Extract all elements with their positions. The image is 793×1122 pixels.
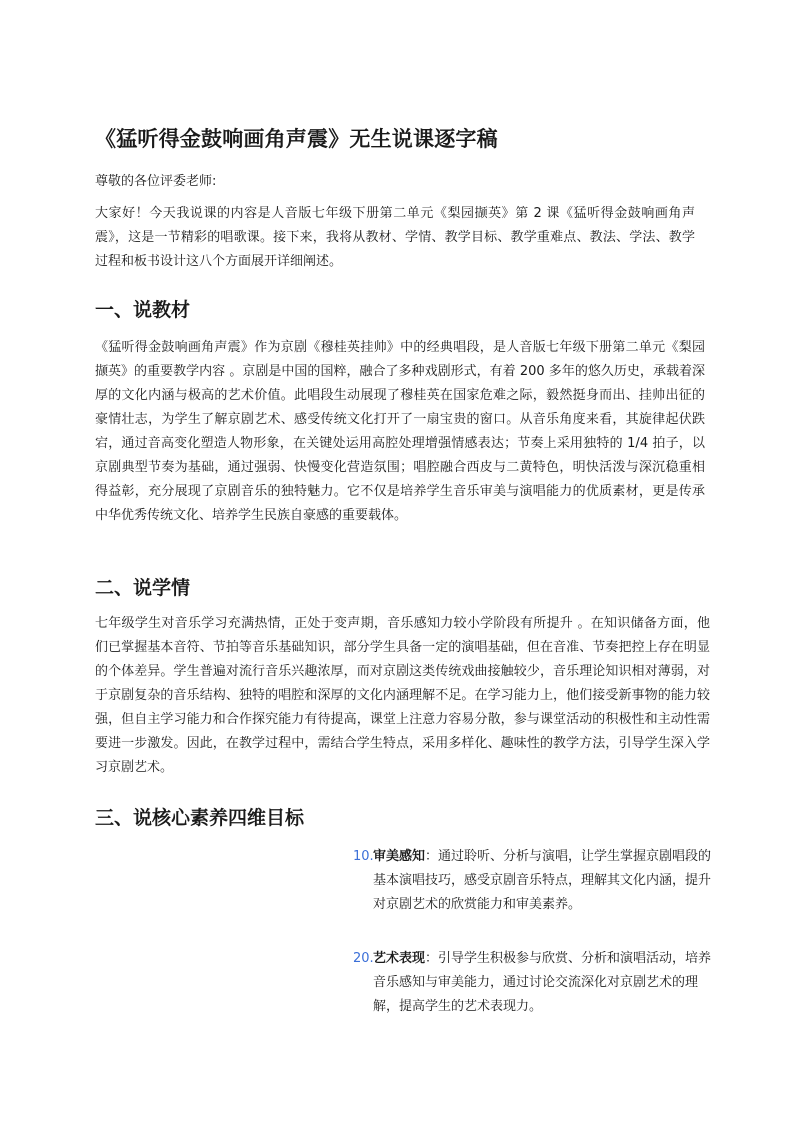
list-item-term: 艺术表现 — [373, 951, 426, 966]
list-item-text: 引导学生积极参与欣赏、分析和演唱活动，培养音乐感知与审美能力，通过讨论交流深化对京剧艺术的理解，提高学生的艺术表现力。 — [373, 951, 712, 1014]
objectives-list-continued — [353, 947, 713, 1019]
list-item-number: 20. — [353, 951, 374, 966]
section-heading-textbook: 一、说教材 — [95, 299, 191, 321]
list-item — [353, 845, 713, 917]
list-item-text: 通过聆听、分析与演唱，让学生掌握京剧唱段的基本演唱技巧，感受京剧音乐特点，理解其文化内涵，提升对京剧艺术的欣赏能力和审美素养。 — [373, 849, 712, 912]
list-item-term: 审美感知 — [373, 849, 426, 864]
section-body-students: 七年级学生对音乐学习充满热情，正处于变声期，音乐感知力较小学阶段有所提升 。在知识储备方面，他们已掌握基本音符、节拍等音乐基础知识，部分学生具备一定的演唱基础，但在音准、节奏把控上存在明显的个体差异。学生普遍对流行音乐兴趣浓厚，而对京剧这类传统戏曲接触较少，音乐理论知识相对薄弱，对于京剧复杂的音乐结构、独特的唱腔和深厚的文化内涵理解不足。在学习能力上，他们接受新事物的能力较强，但自主学习能力和合作探究能力有待提高，课堂上注意力容易分散，参与课堂活动的积极性和主动性需要进一步激发。因此，在教学过程中，需结合学生特点，采用多样化、趣味性的教学方法，引导学生深入学习京剧艺术。 — [95, 616, 710, 775]
greeting-paragraph: 尊敬的各位评委老师: — [95, 174, 217, 189]
list-item-number: 10. — [353, 849, 374, 864]
list-item — [353, 947, 713, 1019]
section-heading-objectives: 三、说核心素养四维目标 — [95, 807, 305, 829]
intro-paragraph: 大家好！今天我说课的内容是人音版七年级下册第二单元《梨园撷英》第 2 课《猛听得金鼓响画角声震》，这是一节精彩的唱歌课。接下来，我将从教材、学情、教学目标、教学重难点、教法、学法、教学过程和板书设计这八个方面展开详细阐述。 — [95, 206, 695, 269]
list-item-separator: ： — [425, 951, 439, 966]
objectives-list — [353, 845, 713, 917]
page-title: 《猛听得金鼓响画角声震》无生说课逐字稿 — [95, 127, 498, 151]
section-body-textbook: 《猛听得金鼓响画角声震》作为京剧《穆桂英挂帅》中的经典唱段，是人音版七年级下册第二单元《梨园撷英》的重要教学内容 。京剧是中国的国粹，融合了多种戏剧形式，有着 200 多年的悠久历史，承载着深厚的文化内涵与极高的艺术价值。此唱段生动展现了穆桂英在国家危难之际，毅然挺身而出、挂帅出征的豪情壮志，为学生了解京剧艺术、感受传统文化打开了一扇宝贵的窗口。从音乐角度来看，其旋律起伏跌宕，通过音高变化塑造人物形象，在关键处运用高腔处理增强情感表达；节奏上采用独特的 1/4 拍子，以京剧典型节奏为基础，通过强弱、快慢变化营造氛围；唱腔融合西皮与二黄特色，明快活泼与深沉稳重相得益彰，充分展现了京剧音乐的独特魅力。它不仅是培养学生音乐审美与演唱能力的优质素材，更是传承中华优秀传统文化、培养学生民族自豪感的重要载体。 — [95, 340, 705, 523]
section-heading-students: 二、说学情 — [95, 577, 191, 599]
list-item-separator: ： — [425, 849, 439, 864]
